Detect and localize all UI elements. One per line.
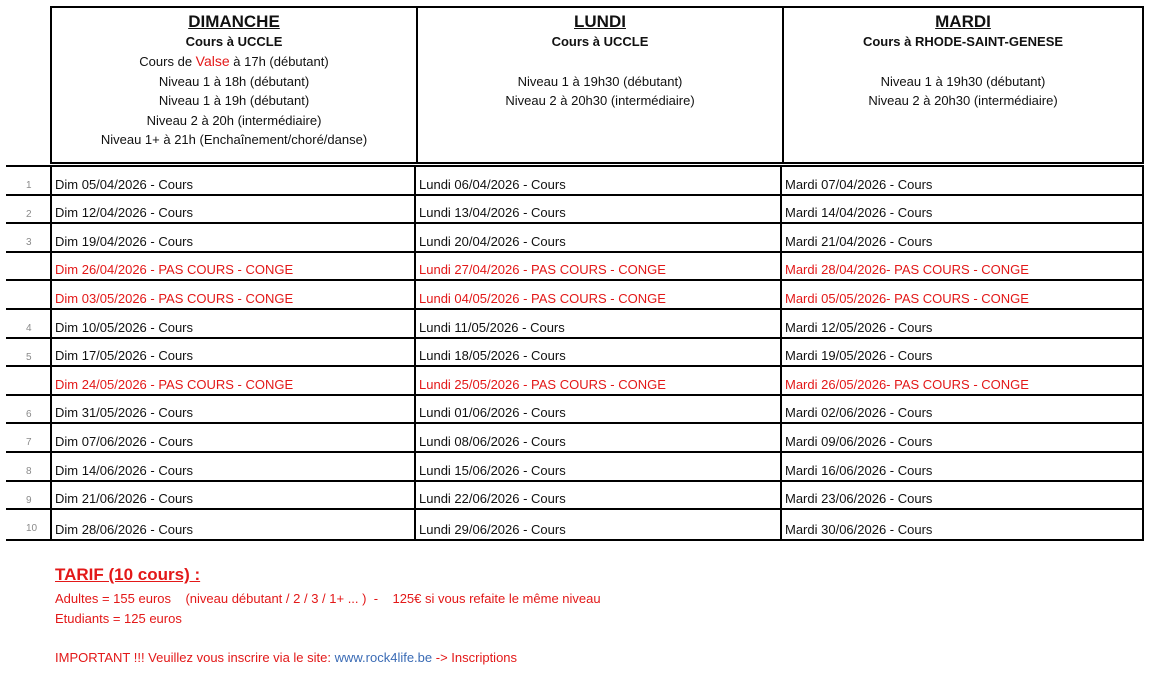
row-number: 6 [26, 408, 32, 420]
schedule-row [6, 339, 1144, 368]
schedule-row [6, 396, 1144, 425]
day-name: LUNDI [574, 12, 626, 31]
monday-cell: Lundi 20/04/2026 - Cours [414, 224, 780, 251]
valse-prefix: Cours de [139, 54, 196, 69]
monday-cell: Lundi 08/06/2026 - Cours [414, 424, 780, 451]
sunday-cell: Dim 19/04/2026 - Cours [50, 224, 414, 251]
tuesday-cell: Mardi 02/06/2026 - Cours [780, 396, 1144, 423]
monday-cell: Lundi 29/06/2026 - Cours [414, 510, 780, 539]
sunday-cell: Dim 17/05/2026 - Cours [50, 339, 414, 366]
schedule-table [6, 165, 1144, 541]
schedule-header [50, 6, 1144, 164]
schedule-row [6, 167, 1144, 196]
spacer [784, 52, 1142, 72]
tuesday-cell: Mardi 12/05/2026 - Cours [780, 310, 1144, 337]
tuesday-cell: Mardi 28/04/2026- PAS COURS - CONGE [780, 253, 1144, 280]
tarif-section [55, 564, 601, 668]
row-number: 2 [26, 208, 32, 220]
level-line: Niveau 2 à 20h30 (intermédiaire) [868, 93, 1058, 108]
schedule-row [6, 482, 1144, 511]
sunday-cell: Dim 28/06/2026 - Cours [50, 510, 414, 539]
monday-cell: Lundi 22/06/2026 - Cours [414, 482, 780, 509]
tuesday-cell: Mardi 19/05/2026 - Cours [780, 339, 1144, 366]
sunday-cell: Dim 24/05/2026 - PAS COURS - CONGE [50, 367, 414, 394]
row-number: 8 [26, 465, 32, 477]
day-header-sunday [52, 8, 416, 162]
monday-cell: Lundi 01/06/2026 - Cours [414, 396, 780, 423]
sunday-cell: Dim 05/04/2026 - Cours [50, 167, 414, 194]
sunday-cell: Dim 03/05/2026 - PAS COURS - CONGE [50, 281, 414, 308]
location: Cours à RHODE-SAINT-GENESE [862, 34, 1064, 49]
row-number [6, 281, 50, 308]
after-link-text: -> Inscriptions [432, 650, 518, 665]
sunday-cell: Dim 31/05/2026 - Cours [50, 396, 414, 423]
row-number: 5 [26, 351, 32, 363]
level-line: Niveau 1 à 19h30 (débutant) [880, 73, 1046, 89]
level-line: Niveau 1 à 19h (débutant) [158, 93, 310, 108]
important-notice [55, 648, 601, 668]
sunday-cell: Dim 14/06/2026 - Cours [50, 453, 414, 480]
row-number: 4 [26, 322, 32, 334]
schedule-row-holiday [6, 281, 1144, 310]
tuesday-cell: Mardi 26/05/2026- PAS COURS - CONGE [780, 367, 1144, 394]
location: Cours à UCCLE [185, 34, 283, 49]
schedule-row-holiday [6, 253, 1144, 282]
tuesday-cell: Mardi 16/06/2026 - Cours [780, 453, 1144, 480]
row-number: 7 [26, 437, 32, 449]
monday-cell: Lundi 15/06/2026 - Cours [414, 453, 780, 480]
row-number: 10 [26, 523, 38, 535]
level-line: Niveau 1 à 18h (débutant) [158, 73, 310, 89]
tuesday-cell: Mardi 30/06/2026 - Cours [780, 510, 1144, 539]
schedule-row [6, 424, 1144, 453]
sunday-cell: Dim 21/06/2026 - Cours [50, 482, 414, 509]
tarif-adultes: Adultes = 155 euros (niveau débutant / 2 / 3 / 1+ ... ) - 125€ si vous refaite le même niveau [55, 591, 601, 606]
tarif-etudiants: Etudiants = 125 euros [55, 610, 182, 626]
row-number [6, 367, 50, 394]
tuesday-cell: Mardi 21/04/2026 - Cours [780, 224, 1144, 251]
tarif-title: TARIF (10 cours) : [55, 565, 201, 584]
level-line: Niveau 2 à 20h30 (intermédiaire) [505, 93, 695, 108]
monday-cell: Lundi 06/04/2026 - Cours [414, 167, 780, 194]
monday-cell: Lundi 04/05/2026 - PAS COURS - CONGE [414, 281, 780, 308]
schedule-row [6, 224, 1144, 253]
schedule-row [6, 453, 1144, 482]
tuesday-cell: Mardi 07/04/2026 - Cours [780, 167, 1144, 194]
tuesday-cell: Mardi 05/05/2026- PAS COURS - CONGE [780, 281, 1144, 308]
day-header-tuesday [782, 8, 1142, 162]
tuesday-cell: Mardi 23/06/2026 - Cours [780, 482, 1144, 509]
schedule-row [6, 510, 1144, 539]
day-name: MARDI [935, 12, 991, 31]
sunday-cell: Dim 10/05/2026 - Cours [50, 310, 414, 337]
important-text: IMPORTANT !!! Veuillez vous inscrire via le site: [55, 650, 335, 665]
level-line: Niveau 1 à 19h30 (débutant) [517, 73, 683, 89]
valse-word: Valse [195, 53, 230, 69]
level-line: Niveau 2 à 20h (intermédiaire) [146, 112, 322, 128]
tuesday-cell: Mardi 14/04/2026 - Cours [780, 196, 1144, 223]
row-number: 1 [26, 180, 32, 191]
sunday-cell: Dim 12/04/2026 - Cours [50, 196, 414, 223]
monday-cell: Lundi 11/05/2026 - Cours [414, 310, 780, 337]
row-number: 3 [26, 237, 32, 249]
site-link[interactable]: www.rock4life.be [334, 650, 433, 665]
sunday-cell: Dim 26/04/2026 - PAS COURS - CONGE [50, 253, 414, 280]
valse-suffix: à 17h (débutant) [229, 54, 329, 69]
schedule-row [6, 196, 1144, 225]
row-number [6, 253, 50, 280]
tuesday-cell: Mardi 09/06/2026 - Cours [780, 424, 1144, 451]
monday-cell: Lundi 25/05/2026 - PAS COURS - CONGE [414, 367, 780, 394]
monday-cell: Lundi 18/05/2026 - Cours [414, 339, 780, 366]
spacer [418, 52, 782, 72]
location: Cours à UCCLE [551, 34, 649, 49]
row-number: 9 [26, 494, 32, 506]
valse-line [52, 52, 416, 72]
day-name: DIMANCHE [188, 12, 280, 31]
schedule-row [6, 310, 1144, 339]
day-header-monday [416, 8, 782, 162]
monday-cell: Lundi 13/04/2026 - Cours [414, 196, 780, 223]
sunday-cell: Dim 07/06/2026 - Cours [50, 424, 414, 451]
schedule-row-holiday [6, 367, 1144, 396]
monday-cell: Lundi 27/04/2026 - PAS COURS - CONGE [414, 253, 780, 280]
level-line: Niveau 1+ à 21h (Enchaînement/choré/danse) [100, 132, 368, 147]
